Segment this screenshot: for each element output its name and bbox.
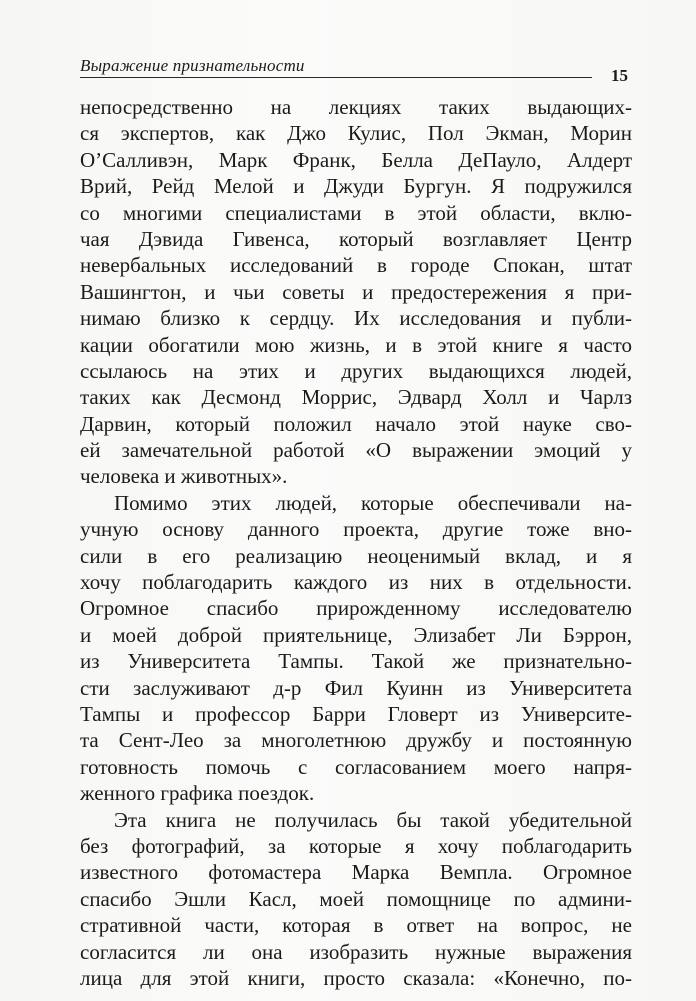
text-line: Тампы и профессор Барри Гловерт из Университе- bbox=[80, 701, 632, 726]
text-line: О’Салливэн, Марк Франк, Белла ДеПауло, Алдерт bbox=[80, 147, 632, 172]
text-line: женного графика поездок. bbox=[80, 781, 315, 806]
text-line: спасибо Эшли Касл, моей помощнице по админи- bbox=[80, 886, 632, 911]
text-line: таких как Десмонд Моррис, Эдвард Холл и Чарлз bbox=[80, 385, 632, 410]
text-line: ей замечательной работой «О выражении эмоций у bbox=[80, 438, 632, 463]
text-line: человека и животных». bbox=[80, 464, 288, 489]
text-line: и моей доброй приятельнице, Элизабет Ли Бэррон, bbox=[80, 622, 632, 647]
text-line: учную основу данного проекта, другие тоже вно- bbox=[80, 517, 632, 542]
header-rule bbox=[80, 77, 592, 78]
text-line: непосредственно на лекциях таких выдающих- bbox=[80, 95, 632, 119]
text-line: кации обогатили мою жизнь, и в этой книге я часто bbox=[80, 332, 632, 357]
text-line: нимаю близко к сердцу. Их исследования и публи- bbox=[80, 306, 632, 331]
text-line: Врий, Рейд Мелой и Джуди Бургун. Я подружился bbox=[80, 174, 632, 199]
text-line: ся экспертов, как Джо Кулис, Пол Экман, Морин bbox=[80, 121, 632, 146]
text-line: ссылаюсь на этих и других выдающихся людей, bbox=[80, 358, 632, 383]
text-line: из Университета Тампы. Такой же признательно- bbox=[80, 649, 632, 674]
text-line: чая Дэвида Гивенса, который возглавляет Центр bbox=[80, 226, 632, 251]
text-line: стративной части, которая в ответ на вопрос, не bbox=[80, 913, 632, 938]
text-line: хочу поблагодарить каждого из них в отдельности. bbox=[80, 570, 632, 595]
text-line: Огромное спасибо прирожденному исследователю bbox=[80, 596, 632, 621]
text-line: известного фотомастера Марка Вемпла. Огромное bbox=[80, 860, 632, 885]
text-line: сили в его реализацию неоценимый вклад, и я bbox=[80, 543, 632, 568]
text-line: Эта книга не получилась бы такой убедительной bbox=[114, 807, 632, 832]
text-line: та Сент-Лео за многолетнюю дружбу и постоянную bbox=[80, 728, 632, 753]
page-number: 15 bbox=[611, 66, 628, 85]
page-header bbox=[80, 56, 628, 86]
text-line: готовность помочь с согласованием моего напря- bbox=[80, 754, 632, 779]
text-line: согласится ли она изобразить нужные выражения bbox=[80, 939, 632, 964]
body-text bbox=[80, 94, 632, 991]
text-line: со многими специалистами в этой области, вклю- bbox=[80, 200, 632, 225]
text-line: невербальных исследований в городе Спокан, штат bbox=[80, 253, 632, 278]
text-line: Помимо этих людей, которые обеспечивали на- bbox=[114, 490, 632, 515]
text-line: Дарвин, который положил начало этой науке сво- bbox=[80, 411, 632, 436]
text-line: без фотографий, за которые я хочу поблагодарить bbox=[80, 833, 632, 858]
text-line: лица для этой книги, просто сказала: «Конечно, по- bbox=[80, 965, 632, 990]
text-line: сти заслуживают д-р Фил Куинн из Университета bbox=[80, 675, 632, 700]
text-line: Вашингтон, и чьи советы и предостережения я при- bbox=[80, 279, 632, 304]
running-head: Выражение признательности bbox=[80, 56, 305, 75]
